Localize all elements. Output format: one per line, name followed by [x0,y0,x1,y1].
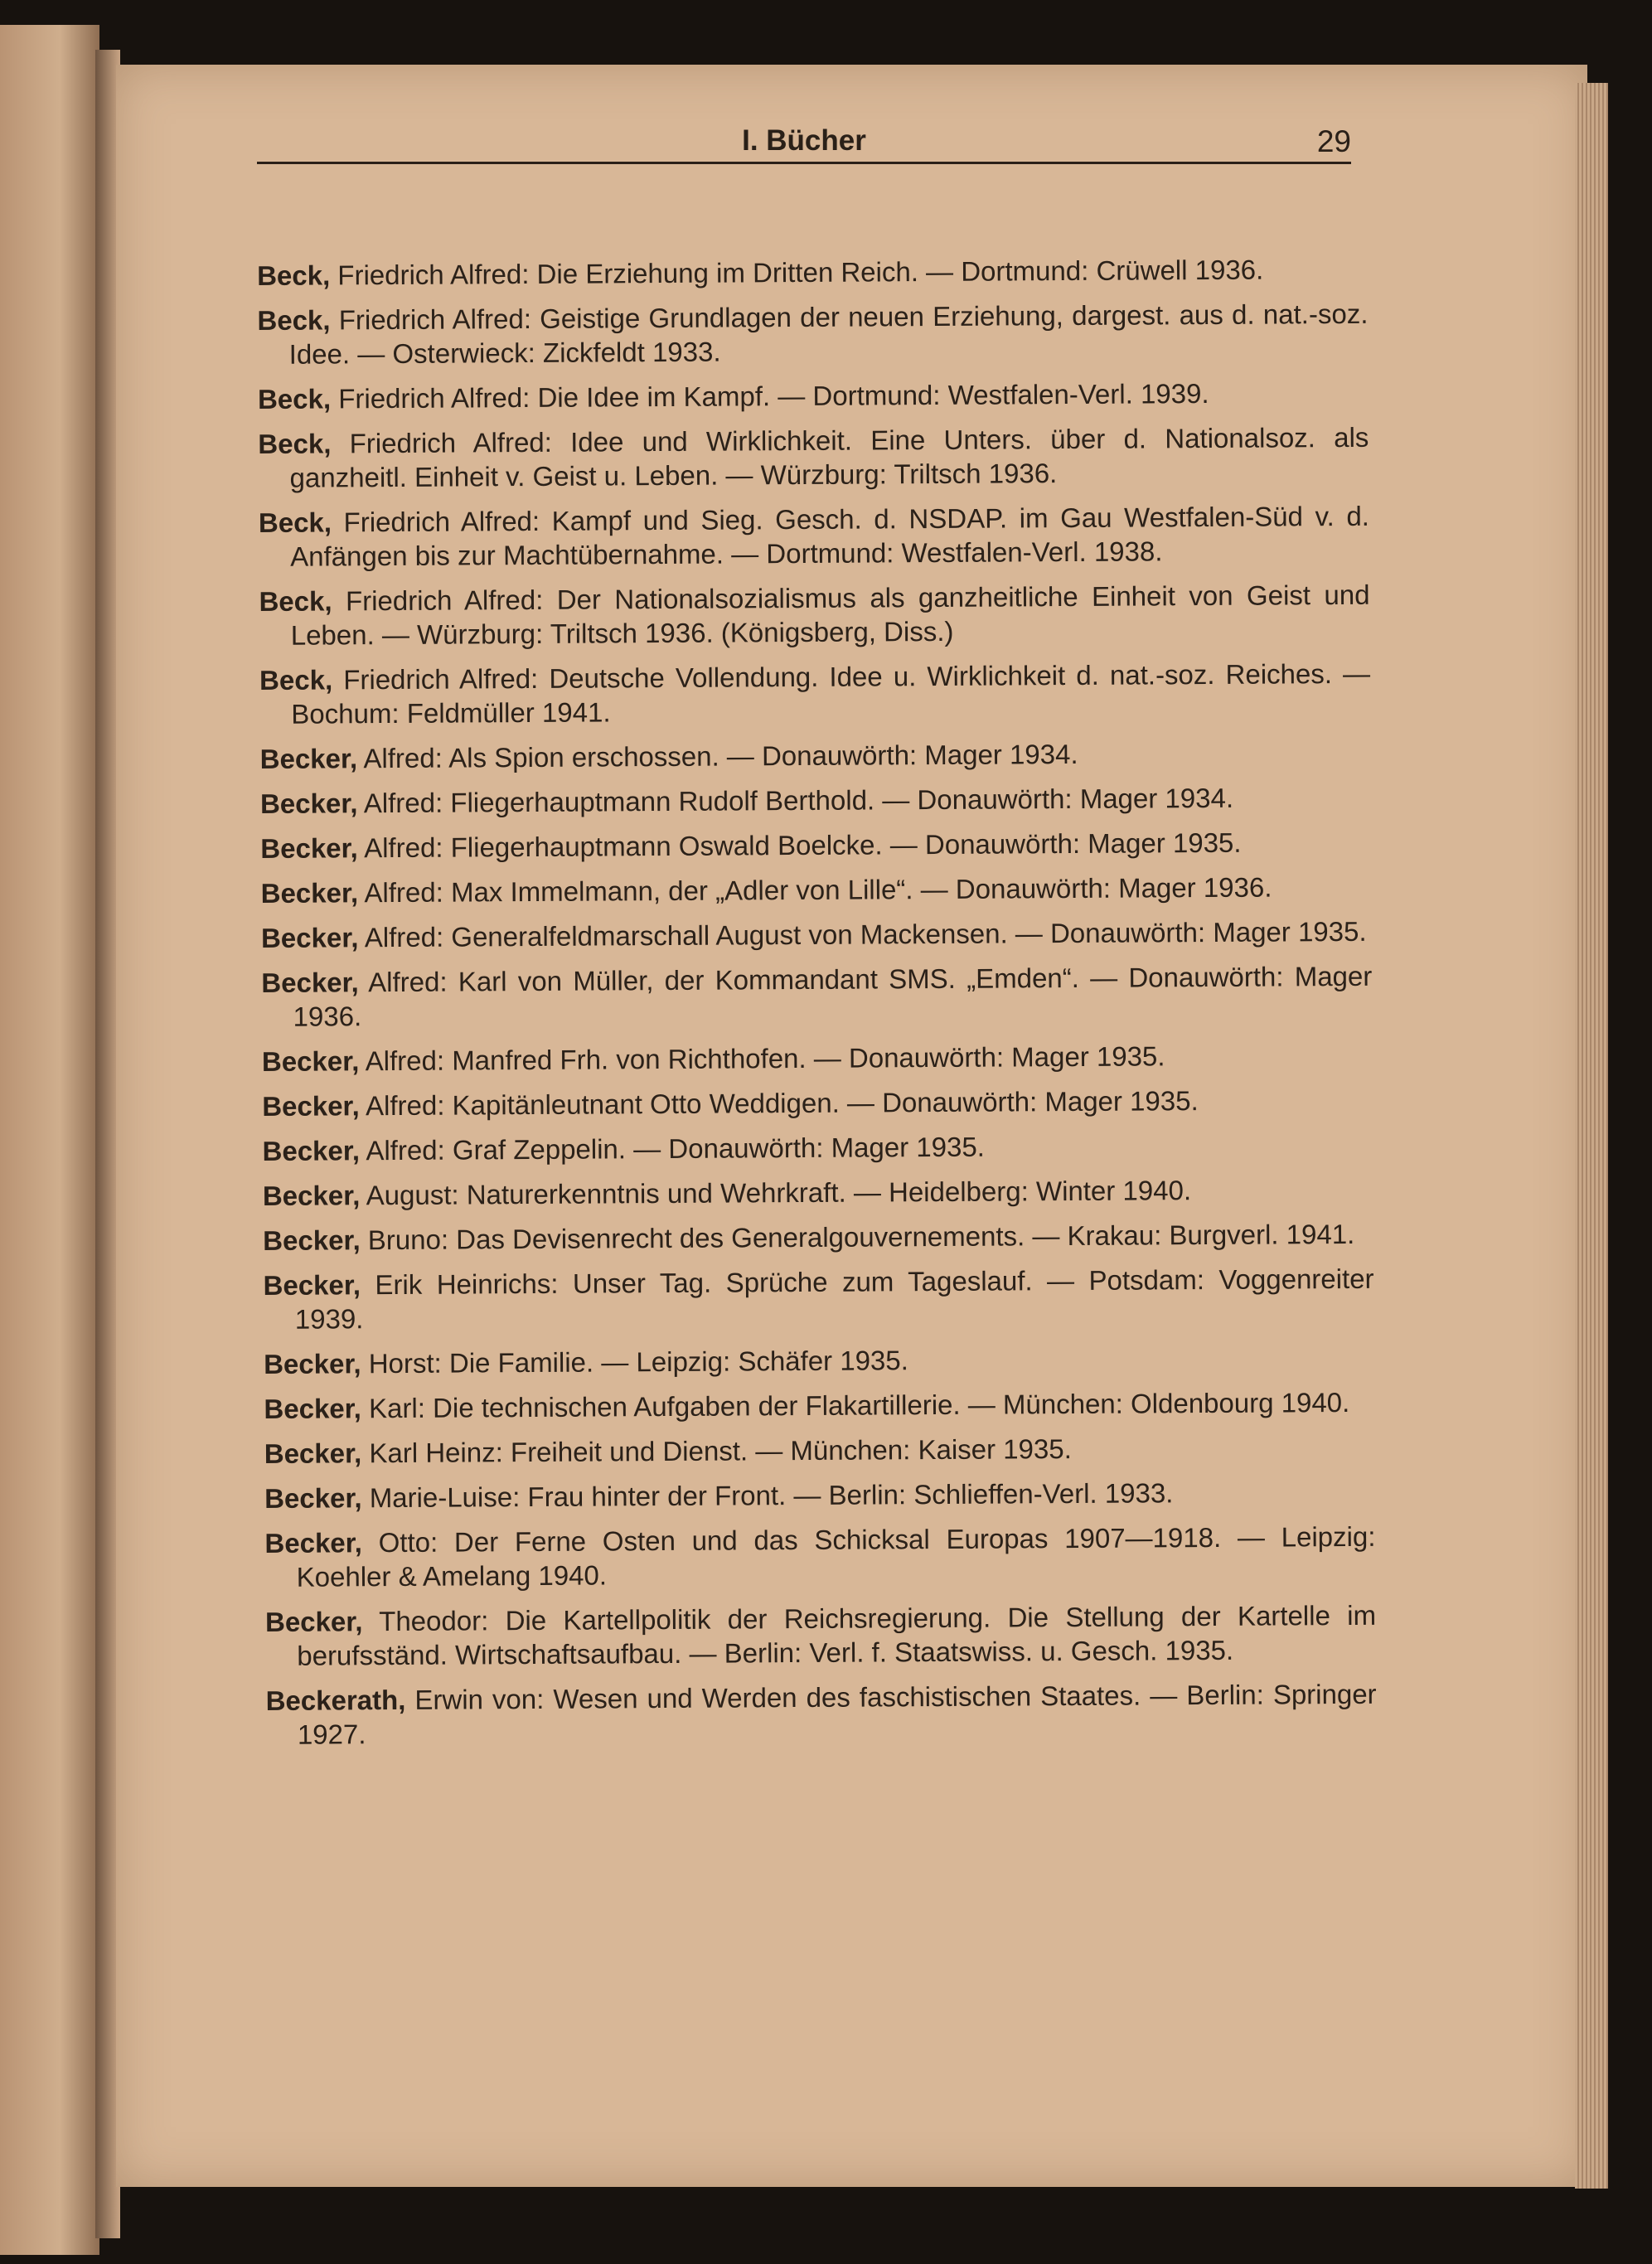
bibliography-entry [262,1038,1373,1079]
entry-text: Erwin von: Wesen und Werden des faschistischen Staates. — Berlin: Springer 1927. [297,1678,1377,1750]
entry-text: Alfred: Fliegerhauptmann Oswald Boelcke. — Donauwörth: Mager 1935. [364,827,1242,864]
bibliography-entry [260,780,1371,821]
bibliography-entry [261,870,1372,910]
entry-text: Alfred: Fliegerhauptmann Rudolf Berthold. — Donauwörth: Mager 1934. [363,782,1234,819]
bibliography-entry [264,1475,1375,1515]
entry-text: Horst: Die Familie. — Leipzig: Schäfer 1935. [368,1345,908,1379]
author-surname: Becker, [264,1393,362,1424]
bibliography-entry [257,252,1368,293]
author-surname: Beck, [257,304,331,336]
bibliography-entry [258,420,1369,495]
entry-text: Alfred: Karl von Müller, der Kommandant SMS. „Emden“. — Donauwörth: Mager 1936. [293,960,1373,1032]
bibliography-list [257,252,1377,1762]
entry-text: Alfred: Manfred Frh. von Richthofen. — Donauwörth: Mager 1935. [365,1040,1165,1077]
author-surname: Beck, [259,664,333,696]
author-surname: Beck, [259,585,332,617]
author-surname: Becker, [260,832,358,864]
entry-text: Karl Heinz: Freiheit und Dienst. — München: Kaiser 1935. [369,1433,1072,1469]
page-number: 29 [1316,124,1351,158]
author-surname: Becker, [259,788,358,819]
author-surname: Becker, [262,1180,361,1211]
author-surname: Beck, [258,428,332,459]
entry-text: Friedrich Alfred: Deutsche Vollendung. Idee u. Wirklichkeit d. nat.-soz. Reiches. — Bochum: Feldmüller 1941. [291,657,1371,730]
bibliography-entry [259,499,1369,574]
entry-text: Friedrich Alfred: Kampf und Sieg. Gesch. d. NSDAP. im Gau Westfalen-Süd v. d. Anfängen bis zur Machtübernahme. — Dortmund: Westfalen-Verl. 1938. [290,500,1370,572]
author-surname: Becker, [263,1269,361,1301]
entry-text: Friedrich Alfred: Der Nationalsozialismus als ganzheitliche Einheit von Geist und Leben. — Würzburg: Triltsch 1936. (Königsberg, Diss.) [290,579,1370,651]
author-surname: Becker, [264,1437,362,1469]
author-surname: Becker, [263,1224,361,1256]
author-surname: Beck, [258,507,332,538]
bibliography-entry [257,297,1368,371]
bibliography-entry [265,1598,1376,1673]
bibliography-entry [264,1430,1375,1471]
bibliography-entry [258,376,1369,416]
author-surname: Becker, [260,877,359,909]
left-page-edge [0,25,99,2255]
author-surname: Becker, [264,1482,362,1514]
running-header [257,124,1351,164]
entry-text: August: Naturerkenntnis und Wehrkraft. — Heidelberg: Winter 1940. [366,1175,1192,1211]
bibliography-entry [264,1385,1374,1426]
author-surname: Beckerath, [265,1684,406,1716]
author-surname: Becker, [261,1045,360,1077]
bibliography-entry [261,959,1372,1034]
author-surname: Becker, [259,743,358,774]
bibliography-entry [264,1520,1375,1594]
entry-text: Friedrich Alfred: Die Erziehung im Dritten Reich. — Dortmund: Crüwell 1936. [337,254,1264,291]
author-surname: Becker, [262,1135,361,1166]
bibliography-entry [266,1677,1377,1752]
entry-text: Erik Heinrichs: Unser Tag. Sprüche zum Tageslauf. — Potsdam: Voggenreiter 1939. [294,1263,1374,1335]
bibliography-entry [263,1217,1373,1258]
author-surname: Becker, [262,1090,360,1122]
entry-text: Friedrich Alfred: Geistige Grundlagen der neuen Erziehung, dargest. aus d. nat.-soz. Idee. — Osterwieck: Zickfeldt 1933. [288,298,1369,370]
entry-text: Alfred: Kapitänleutnant Otto Weddigen. — Donauwörth: Mager 1935. [365,1085,1199,1122]
entry-text: Alfred: Max Immelmann, der „Adler von Lille“. — Donauwörth: Mager 1936. [364,871,1272,909]
page-stack-edge [1575,83,1608,2189]
author-surname: Becker, [261,967,359,998]
entry-text: Karl: Die technischen Aufgaben der Flakartillerie. — München: Oldenbourg 1940. [368,1386,1350,1424]
bibliography-entry [264,1340,1374,1381]
entry-text: Alfred: Graf Zeppelin. — Donauwörth: Mager 1935. [366,1131,986,1166]
entry-text: Friedrich Alfred: Idee und Wirklichkeit. Eine Unters. über d. Nationalsoz. als ganzheitl. Einheit v. Geist u. Leben. — Würzburg: Triltsch 1936. [289,421,1369,493]
bibliography-entry [263,1262,1373,1336]
author-surname: Beck, [257,383,332,415]
bibliography-entry [263,1172,1373,1213]
author-surname: Becker, [264,1606,363,1637]
entry-text: Bruno: Das Devisenrecht des Generalgouvernements. — Krakau: Burgverl. 1941. [367,1218,1355,1256]
author-surname: Becker, [260,922,359,953]
author-surname: Becker, [264,1348,361,1379]
entry-text: Marie-Luise: Frau hinter der Front. — Berlin: Schlieffen-Verl. 1933. [369,1477,1174,1514]
entry-text: Alfred: Generalfeldmarschall August von Mackensen. — Donauwörth: Mager 1935. [364,915,1367,953]
bibliography-entry [261,914,1372,955]
entry-text: Otto: Der Ferne Osten und das Schicksal Europas 1907—1918. — Leipzig: Koehler & Amelang 1940. [296,1520,1376,1593]
bibliography-entry [262,1083,1373,1123]
author-surname: Beck, [257,259,331,291]
bibliography-entry [260,825,1371,865]
bibliography-entry [259,657,1370,731]
bibliography-entry [260,735,1371,776]
entry-text: Friedrich Alfred: Die Idee im Kampf. — Dortmund: Westfalen-Verl. 1939. [338,377,1209,415]
bibliography-entry [262,1127,1373,1168]
entry-text: Theodor: Die Kartellpolitik der Reichsregierung. Die Stellung der Kartelle im berufsständ. Wirtschaftsaufbau. — Berlin: Verl. f. Staatswiss. u. Gesch. 1935. [297,1599,1377,1671]
author-surname: Becker, [264,1527,363,1559]
entry-text: Alfred: Als Spion erschossen. — Donauwörth: Mager 1934. [363,738,1078,774]
section-title: I. Bücher [742,124,866,157]
bibliography-entry [259,578,1369,652]
